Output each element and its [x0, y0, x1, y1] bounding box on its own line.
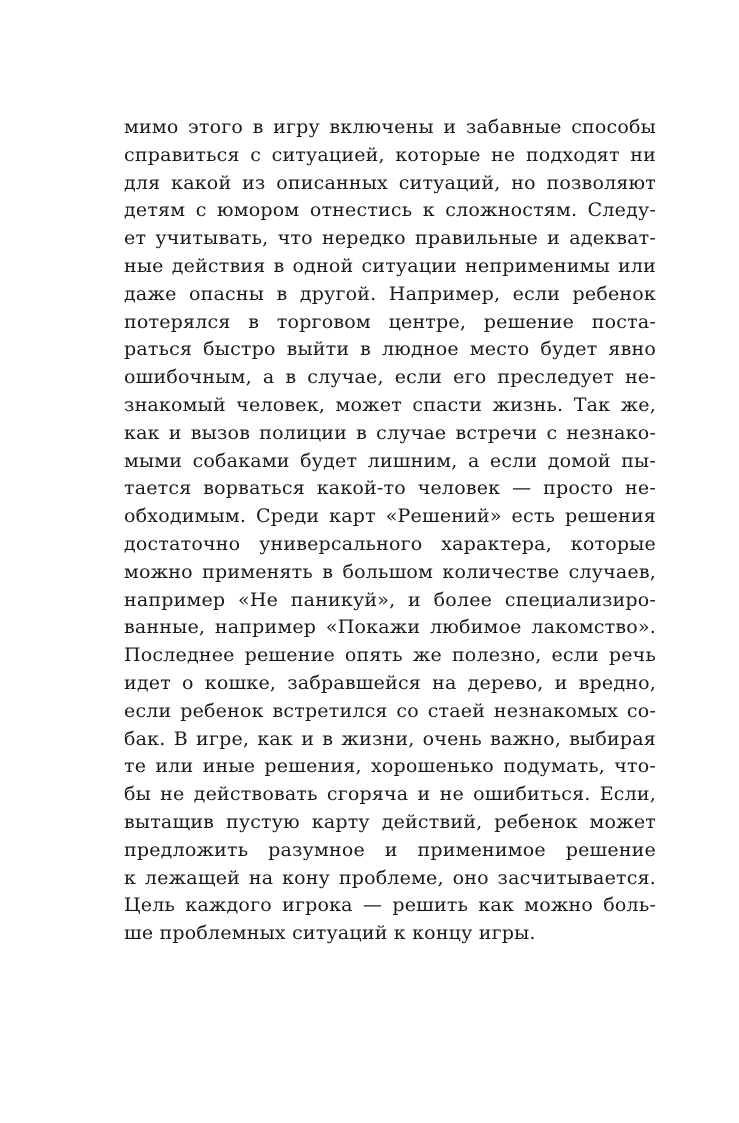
text-line: ванные, например «Покажи любимое лакомство». [124, 616, 656, 639]
text-line: раться быстро выйти в людное место будет явно [124, 338, 656, 361]
text-line: бак. В игре, как и в жизни, очень важно, выбирая [124, 727, 656, 750]
text-line: мыми собаками будет лишним, а если домой пы- [124, 449, 656, 472]
text-line: даже опасны в другой. Например, если ребенок [124, 282, 656, 305]
text-line: обходимым. Среди карт «Решений» есть решения [124, 505, 656, 528]
text-line: те или иные решения, хорошенько подумать, что- [124, 755, 656, 778]
text-line: если ребенок встретился со стаей незнакомых со- [124, 699, 656, 722]
text-line: ошибочным, а в случае, если его преследует не- [124, 366, 656, 389]
text-line: идет о кошке, забравшейся на дерево, и вредно, [124, 671, 656, 694]
text-line: предложить разумное и применимое решение [124, 838, 656, 861]
text-line: достаточно универсального характера, которые [124, 532, 656, 555]
text-line: знакомый человек, может спасти жизнь. Так же, [124, 393, 656, 416]
text-line: например «Не паникуй», и более специализиро- [124, 588, 656, 611]
text-line: Цель каждого игрока — решить как можно боль- [124, 894, 656, 917]
text-line: ные действия в одной ситуации неприменимы или [124, 254, 656, 277]
text-line: для какой из описанных ситуаций, но позволяют [124, 171, 656, 194]
text-line: мимо этого в игру включены и забавные способы [124, 116, 656, 138]
text-line: тается ворваться какой-то человек — просто не- [124, 477, 656, 500]
text-line: ше проблемных ситуаций к концу игры. [124, 922, 536, 945]
text-line: можно применять в большом количестве случаев, [124, 560, 656, 583]
text-line: Последнее решение опять же полезно, если речь [124, 644, 656, 667]
text-line: ет учитывать, что нередко правильные и адекват- [124, 227, 656, 250]
text-line: к лежащей на кону проблеме, оно засчитывается. [124, 866, 656, 889]
body-paragraph [124, 114, 656, 948]
text-line: как и вызов полиции в случае встречи с незнако- [124, 421, 656, 444]
text-line: бы не действовать сгоряча и не ошибиться. Если, [124, 783, 656, 806]
text-line: справиться с ситуацией, которые не подходят ни [124, 143, 656, 166]
text-line: детям с юмором отнестись к сложностям. Следу- [124, 199, 656, 222]
text-line: потерялся в торговом центре, решение поста- [124, 310, 656, 333]
text-line: вытащив пустую карту действий, ребенок может [124, 810, 656, 833]
